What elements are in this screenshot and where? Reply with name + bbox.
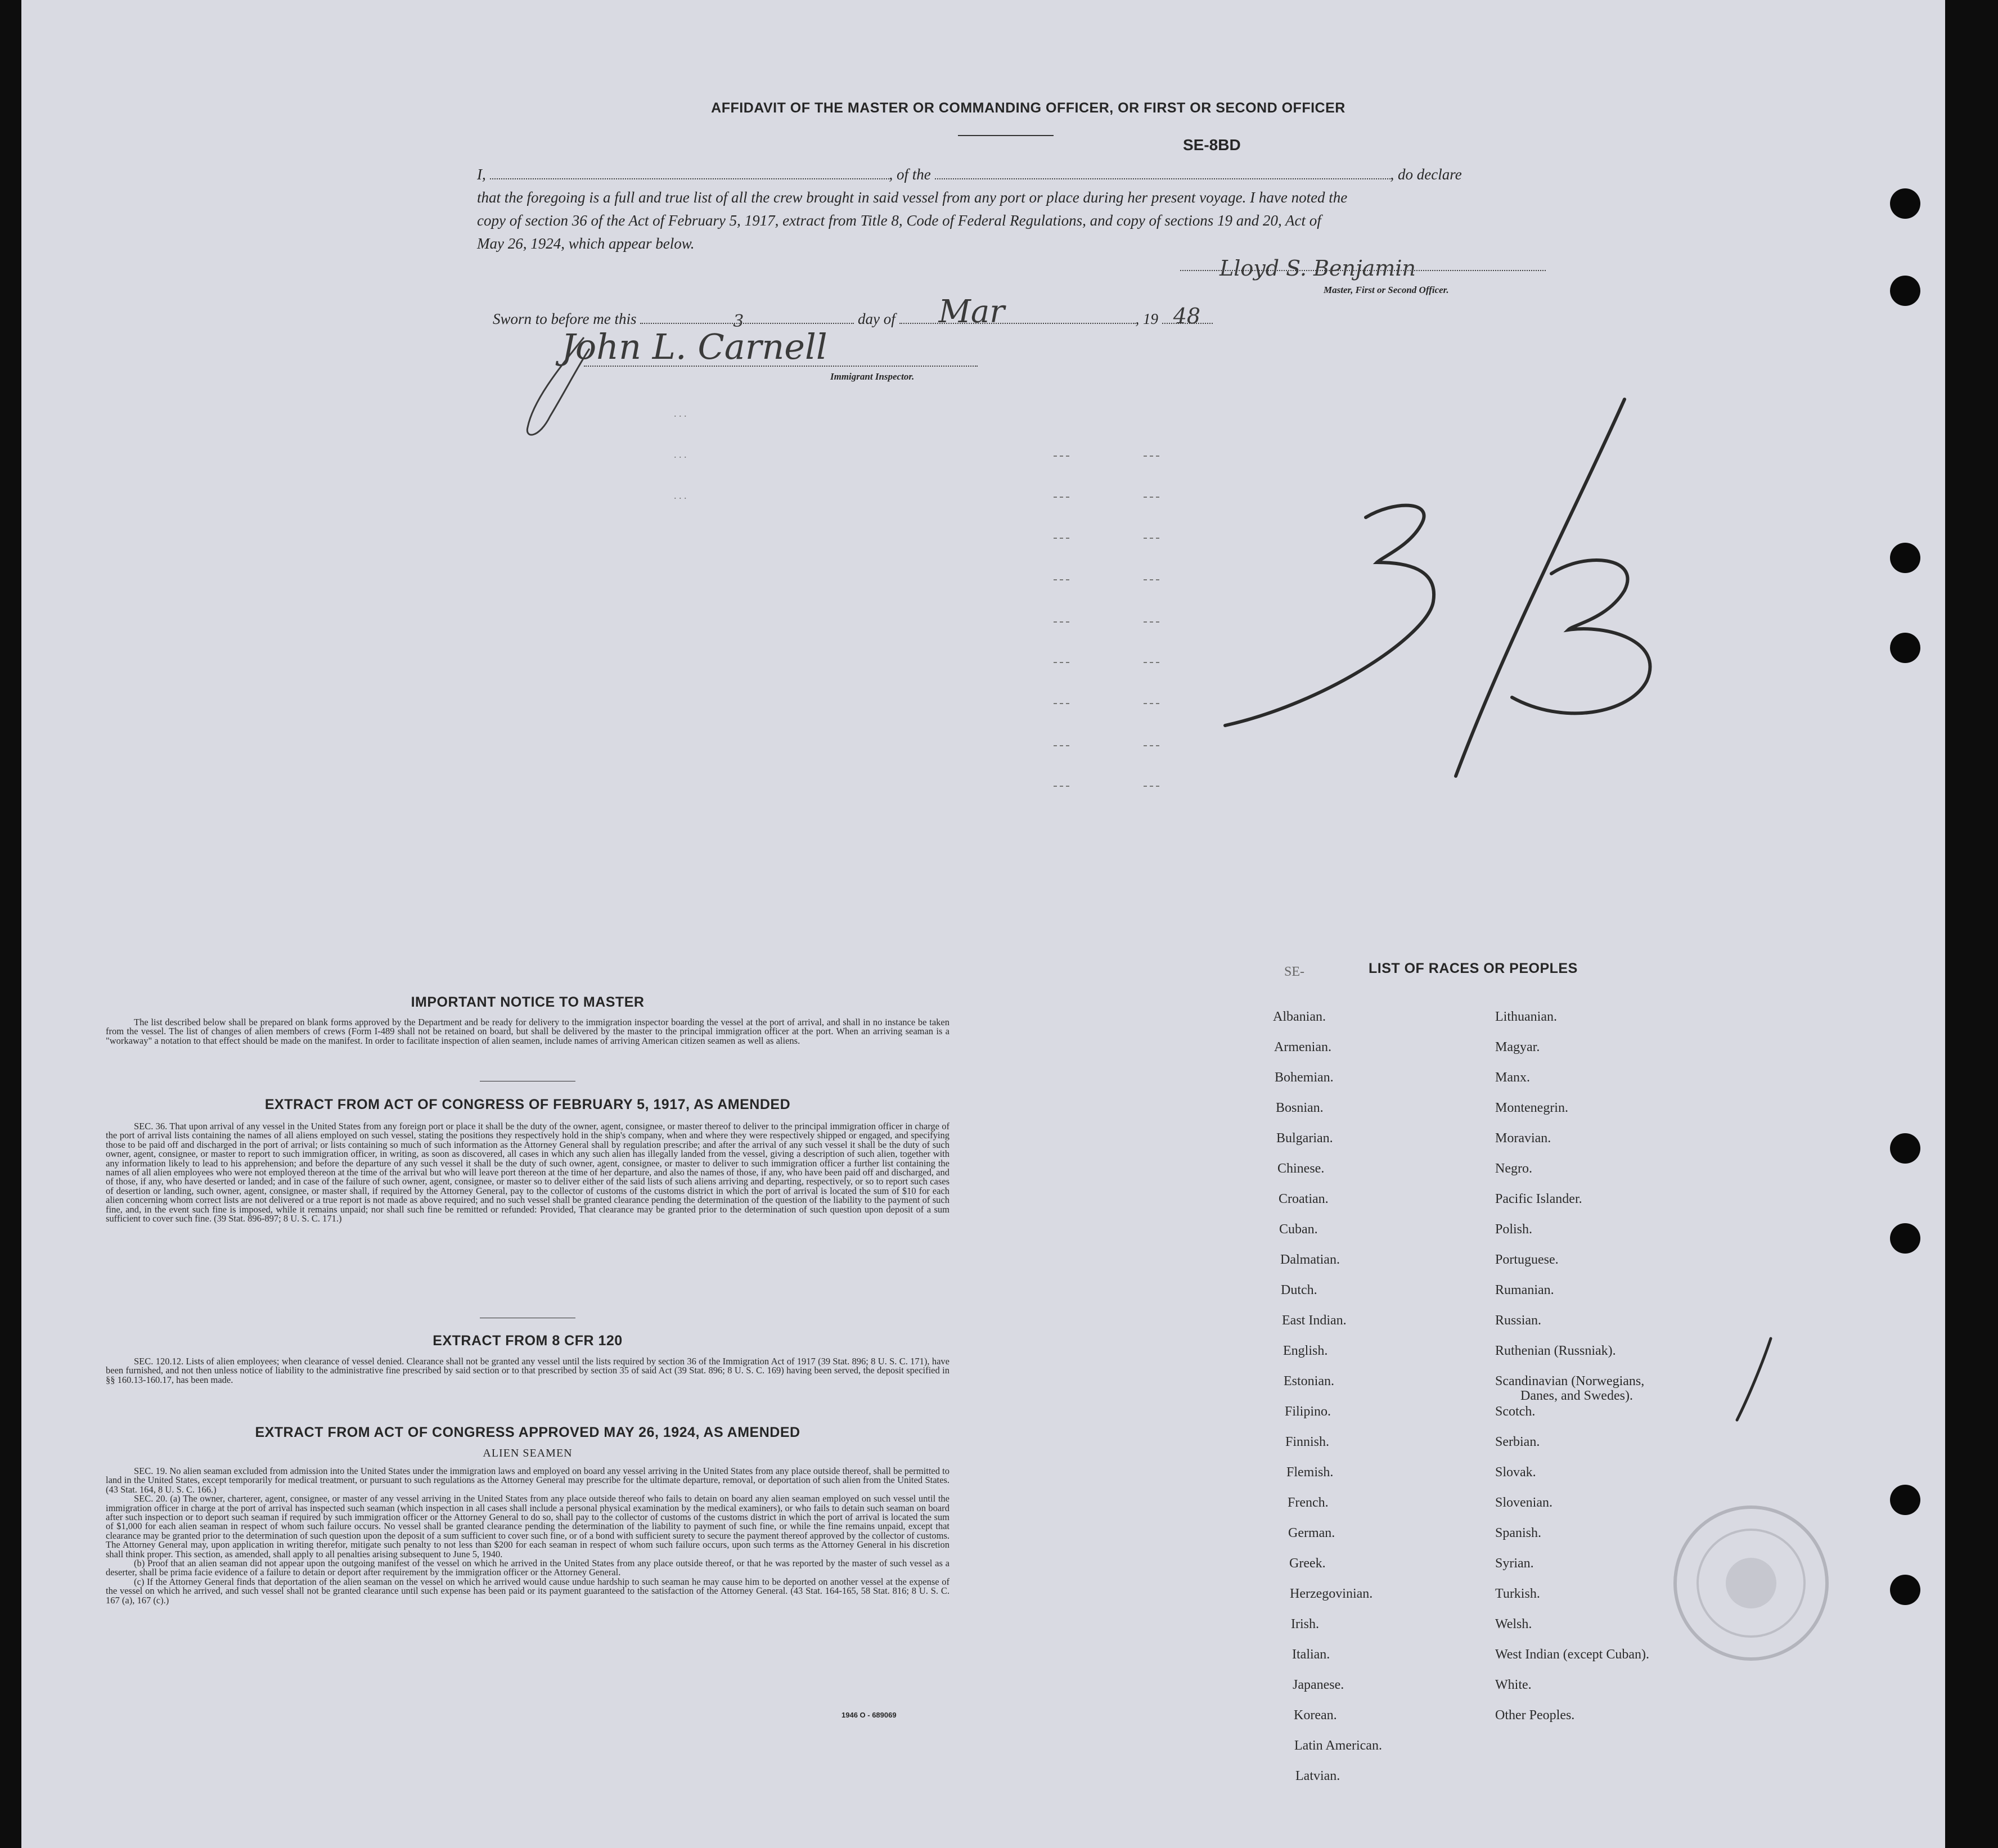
bleed-mark xyxy=(1054,621,1069,623)
sworn-day: 3 xyxy=(733,312,744,331)
race-item: Albanian. xyxy=(1273,1009,1326,1024)
extract-1924-title: EXTRACT FROM ACT OF CONGRESS APPROVED MAY 26, 1924, AS AMENDED xyxy=(255,1425,800,1440)
notice-text: The list described below shall be prepared on blank forms approved by the Department and be ready for delivery to the immigration inspector boarding the vessel at the port of arrival, and shall in no instance be taken from the vessel. The list of changes of alien members of crews (Form I-489 shall not be retained on board, but shall be delivered by the master to the principal immigration officer at the port. When an arriving seaman is a "workaway" a notation to that effect should be made on the manifest. In order to facilitate inspection of alien seamen, include names of arriving American citizen seamen as well as aliens. xyxy=(106,1017,950,1046)
race-item: West Indian (except Cuban). xyxy=(1495,1647,1649,1662)
affidavit-title: AFFIDAVIT OF THE MASTER OR COMMANDING OFFICER, OR FIRST OR SECOND OFFICER xyxy=(711,100,1346,116)
race-item: White. xyxy=(1495,1678,1532,1692)
race-item: Magyar. xyxy=(1495,1040,1540,1054)
sworn-year-blank xyxy=(1162,304,1213,328)
bleed-mark xyxy=(1144,456,1159,457)
race-item: Italian. xyxy=(1292,1647,1330,1662)
declaration-line-3: copy of section 36 of the Act of February 5, 1917, extract from Title 8, Code of Federal Regulations, and copy of sections 19 and 20, Act of xyxy=(477,212,1321,229)
punch-hole xyxy=(1890,633,1920,663)
race-item: Greek. xyxy=(1289,1556,1326,1571)
declaration-line-4: May 26, 1924, which appear below. xyxy=(477,235,695,252)
bleed-dots: . . . xyxy=(674,449,687,460)
race-item: Cuban. xyxy=(1279,1222,1318,1237)
bleed-mark xyxy=(1054,456,1069,457)
bleed-dots: . . . xyxy=(674,490,687,501)
race-item: Latvian. xyxy=(1295,1769,1340,1783)
bleed-mark xyxy=(1054,786,1069,787)
declaration-i: I, xyxy=(477,166,486,183)
race-item: Flemish. xyxy=(1286,1465,1334,1480)
race-item: Lithuanian. xyxy=(1495,1009,1557,1024)
master-signature: Lloyd S. Benjamin xyxy=(1220,256,1416,281)
race-item: Herzegovinian. xyxy=(1290,1586,1373,1601)
master-signature-line xyxy=(1180,270,1546,271)
race-item: Danes, and Swedes). xyxy=(1520,1389,1633,1403)
races-title: LIST OF RACES OR PEOPLES xyxy=(1369,961,1578,976)
race-item: Croatian. xyxy=(1279,1192,1329,1206)
race-item: Ruthenian (Russniak). xyxy=(1495,1344,1616,1358)
race-item: Korean. xyxy=(1294,1708,1337,1723)
sworn-prefix: Sworn to before me this xyxy=(493,310,637,327)
bleed-mark xyxy=(1054,662,1069,663)
inspector-caption: Immigrant Inspector. xyxy=(830,371,915,382)
sec-19-text: SEC. 19. No alien seaman excluded from admission into the United States under the immigration laws and employed on board any vessel arriving in the United States from any place outside thereof, shall be permitted to land in the United States, except temporarily for medical treatment, or pursuant to such regulations as the Attorney General may prescribe for the ultimate departure, removal, or deportation of such alien from the United States. (43 Stat. 164, 8 U. S. C. 166.) xyxy=(106,1466,950,1495)
race-item: Turkish. xyxy=(1495,1586,1540,1601)
declaration-text xyxy=(477,163,1557,255)
extract-1917-title: EXTRACT FROM ACT OF CONGRESS OF FEBRUARY 5, 1917, AS AMENDED xyxy=(264,1097,791,1112)
declaration-of-the: , of the xyxy=(889,166,931,183)
bleed-dots: . . . xyxy=(674,408,687,419)
bleed-mark xyxy=(1054,538,1069,539)
sworn-line xyxy=(493,294,1213,331)
bleed-mark xyxy=(1144,662,1159,663)
extract-1924-body xyxy=(106,1467,950,1605)
race-item: Chinese. xyxy=(1277,1161,1325,1176)
sworn-year-prefix: , 19 xyxy=(1135,310,1158,327)
race-item: Dutch. xyxy=(1281,1283,1317,1297)
extract-cfr-text: SEC. 120.12. Lists of alien employees; when clearance of vessel denied. Clearance shall not be granted any vessel until the lists required by section 36 of the Immigration Act of 1917 (39 Stat. 896; 8 U. S. C. 171), have been furnished, and not then unless notice of liability to the administrative fine prescribed by said section or to that prescribed by section 35 of said Act (39 Stat. 896; 8 U. S. C. 169) having been served, the deposit specified in §§ 160.13-160.17, has been made. xyxy=(106,1356,950,1385)
race-item: Polish. xyxy=(1495,1222,1533,1237)
inspector-signature-flourish xyxy=(516,332,629,444)
race-item: German. xyxy=(1288,1526,1335,1540)
race-item: Moravian. xyxy=(1495,1131,1551,1146)
race-item: Rumanian. xyxy=(1495,1283,1554,1297)
bleed-mark xyxy=(1144,703,1159,704)
punch-hole xyxy=(1890,1133,1920,1164)
sworn-month-blank xyxy=(899,294,1136,330)
bleed-mark xyxy=(1144,579,1159,580)
sworn-day-of: day of xyxy=(858,310,896,327)
page-mark-handwritten xyxy=(1214,388,1675,787)
race-item: Dalmatian. xyxy=(1280,1252,1340,1267)
bleed-mark xyxy=(1144,621,1159,623)
race-item: Japanese. xyxy=(1293,1678,1344,1692)
races-prefix-mark: SE- xyxy=(1284,964,1304,979)
race-item: Slovenian. xyxy=(1495,1495,1552,1510)
bleed-mark xyxy=(1144,786,1159,787)
declaration-line-1 xyxy=(477,163,1557,186)
race-item: Bosnian. xyxy=(1276,1101,1324,1115)
race-item: Scotch. xyxy=(1495,1404,1536,1419)
vessel-blank xyxy=(935,178,1390,179)
side-tick-handwritten xyxy=(1731,1336,1776,1426)
punch-hole xyxy=(1890,188,1920,219)
sworn-day-blank xyxy=(640,312,854,331)
declaration-do-declare: , do declare xyxy=(1390,166,1462,183)
race-item: Filipino. xyxy=(1285,1404,1331,1419)
bleed-mark xyxy=(1054,579,1069,580)
bleed-mark xyxy=(1054,703,1069,704)
print-code: 1946 O - 689069 xyxy=(842,1711,897,1719)
race-item: Slovak. xyxy=(1495,1465,1536,1480)
form-code: SE-8BD xyxy=(1183,136,1241,154)
race-item: Other Peoples. xyxy=(1495,1708,1575,1723)
bleed-mark xyxy=(1144,745,1159,746)
race-item: Finnish. xyxy=(1285,1435,1330,1449)
document-sheet xyxy=(21,0,1945,1848)
race-item: Spanish. xyxy=(1495,1526,1542,1540)
punch-hole xyxy=(1890,1485,1920,1515)
name-blank xyxy=(490,178,889,179)
sec-20a-text: SEC. 20. (a) The owner, charterer, agent, consignee, or master of any vessel arriving in the United States from any place outside thereof who fails to detain on board any alien seaman employed on such vessel until the immigration officer in charge at the port of arrival has inspected such seaman (which inspection in all cases shall include a personal physical examination by the medical examiners), or who fails to detain such seaman on board after such inspection or to deport such seaman if required by such immigration officer or the Attorney General to do so, shall pay to the collector of customs of the customs district in which the port of arrival is located the sum of $1,000 for each alien seaman in respect of whom such failure occurs. No vessel shall be granted clearance pending the determination of the liability to payment of such fine, or while the fine remains unpaid, except that clearance may be granted prior to the determination of such question upon the deposit of a sum sufficient to cover such fine, or of a bond with sufficient surety to secure the payment thereof approved by the collector of customs. The Attorney General may, upon application in writing therefor, mitigate such penalty to not less than $200 for each seaman in respect of whom such failure occurs, upon such terms as the Attorney General in his discretion shall think proper. This section, as amended, shall apply to all penalties arising subsequent to June 5, 1940. xyxy=(106,1493,950,1559)
race-item: Bulgarian. xyxy=(1276,1131,1333,1146)
race-item: East Indian. xyxy=(1282,1313,1347,1328)
extract-cfr-title: EXTRACT FROM 8 CFR 120 xyxy=(433,1333,623,1349)
race-item: Montenegrin. xyxy=(1495,1101,1568,1115)
race-item: Bohemian. xyxy=(1275,1070,1334,1085)
race-item: Latin American. xyxy=(1294,1738,1382,1753)
sec-20b-text: (b) Proof that an alien seaman did not appear upon the outgoing manifest of the vessel on which he arrived in the United States from any place outside thereof, or that he was reported by the master of such vessel as a deserter, shall be prima facie evidence of a failure to detain or deport after requirement by the immigration officer or the Attorney General. xyxy=(106,1558,950,1578)
race-item: Russian. xyxy=(1495,1313,1542,1328)
punch-hole xyxy=(1890,1223,1920,1254)
race-item: Syrian. xyxy=(1495,1556,1534,1571)
faint-stamp xyxy=(1664,1496,1838,1670)
punch-hole xyxy=(1890,276,1920,306)
race-item: Pacific Islander. xyxy=(1495,1192,1582,1206)
extract-1924-subtitle: ALIEN SEAMEN xyxy=(483,1447,573,1459)
bleed-mark xyxy=(1054,497,1069,498)
punch-hole xyxy=(1890,1575,1920,1605)
inspector-signature-line xyxy=(584,366,978,367)
race-item: Negro. xyxy=(1495,1161,1532,1176)
bleed-mark xyxy=(1054,745,1069,746)
bleed-mark xyxy=(1144,497,1159,498)
race-item: Manx. xyxy=(1495,1070,1530,1085)
sworn-year: 48 xyxy=(1173,304,1201,328)
race-item: Armenian. xyxy=(1274,1040,1331,1054)
notice-title: IMPORTANT NOTICE TO MASTER xyxy=(411,994,645,1010)
race-item: English. xyxy=(1283,1344,1328,1358)
master-caption: Master, First or Second Officer. xyxy=(1324,285,1449,295)
race-item: Serbian. xyxy=(1495,1435,1540,1449)
extract-1917-text: SEC. 36. That upon arrival of any vessel in the United States from any foreign port or place it shall be the duty of the owner, agent, consignee, or master thereof to deliver to the principal immigration officer in charge of the port of arrival lists containing the names of all aliens employed on such vessel, stating the positions they respectively hold in the ship's company, when and where they were respectively shipped or engaged, and specifying those to be paid off and discharged in the port of arrival; or lists containing so much of such information as the Attorney General shall by regulation prescribe; and after the arrival of any such vessel it shall be the duty of such owner, agent, consignee, or master to report to such immigration officer, in writing, as soon as discovered, all cases in which any such alien has illegally landed from the vessel, giving a description of such alien, together with any information likely to lead to his apprehension; and before the departure of any such vessel it shall be the duty of such owner, agent, consignee, or master to deliver to such immigration officer a further list containing the names of all alien employees who were not employed thereon at the time of the arrival but who will leave port thereon at the time of her departure, and also the names of those, if any, who have been paid off and discharged, and of those, if any, who have deserted or landed; and in case of the failure of such owner, agent, consignee, or master so to deliver either of the said lists of such aliens arriving and departing, respectively, or so to report such cases of desertion or landing, such owner, agent, consignee, or master shall, if required by the Attorney General, pay to the collector of customs of the customs district in which the port of arrival is located the sum of $10 for each alien concerning whom correct lists are not delivered or a true report is not made as above required; and no such vessel shall be granted clearance pending the determination of the question of the liability to the payment of such fine, and, in the event such fine is imposed, while it remains unpaid; nor shall such fine be remitted or refunded: Provided, That clearance may be granted prior to the determination of such question upon deposit of a sum sufficient to cover such fine. (39 Stat. 896-897; 8 U. S. C. 171.) xyxy=(106,1121,950,1224)
race-item: Welsh. xyxy=(1495,1617,1532,1631)
title-divider xyxy=(958,135,1054,136)
sworn-month: Mar xyxy=(938,294,1005,330)
race-item: Scandinavian (Norwegians, xyxy=(1495,1374,1645,1389)
sec-20c-text: (c) If the Attorney General finds that deportation of the alien seaman on the vessel on which he arrived would cause undue hardship to such seaman he may cause him to be deported on another vessel at the expense of the vessel on which he arrived, and such vessel shall not be granted clearance until such expense has been paid or its payment guaranteed to the satisfaction of the Attorney General. (43 Stat. 164-165, 58 Stat. 816; 8 U. S. C. 167 (a), 167 (c).) xyxy=(106,1576,950,1606)
bleed-mark xyxy=(1144,538,1159,539)
race-item: French. xyxy=(1288,1495,1329,1510)
race-item: Portuguese. xyxy=(1495,1252,1559,1267)
race-item: Estonian. xyxy=(1284,1374,1334,1389)
inspector-signature: John L. Carnell xyxy=(561,326,827,367)
declaration-line-2: that the foregoing is a full and true list of all the crew brought in said vessel from any port or place during her present voyage. I have noted the xyxy=(477,189,1348,206)
punch-hole xyxy=(1890,543,1920,573)
race-item: Irish. xyxy=(1291,1617,1319,1631)
